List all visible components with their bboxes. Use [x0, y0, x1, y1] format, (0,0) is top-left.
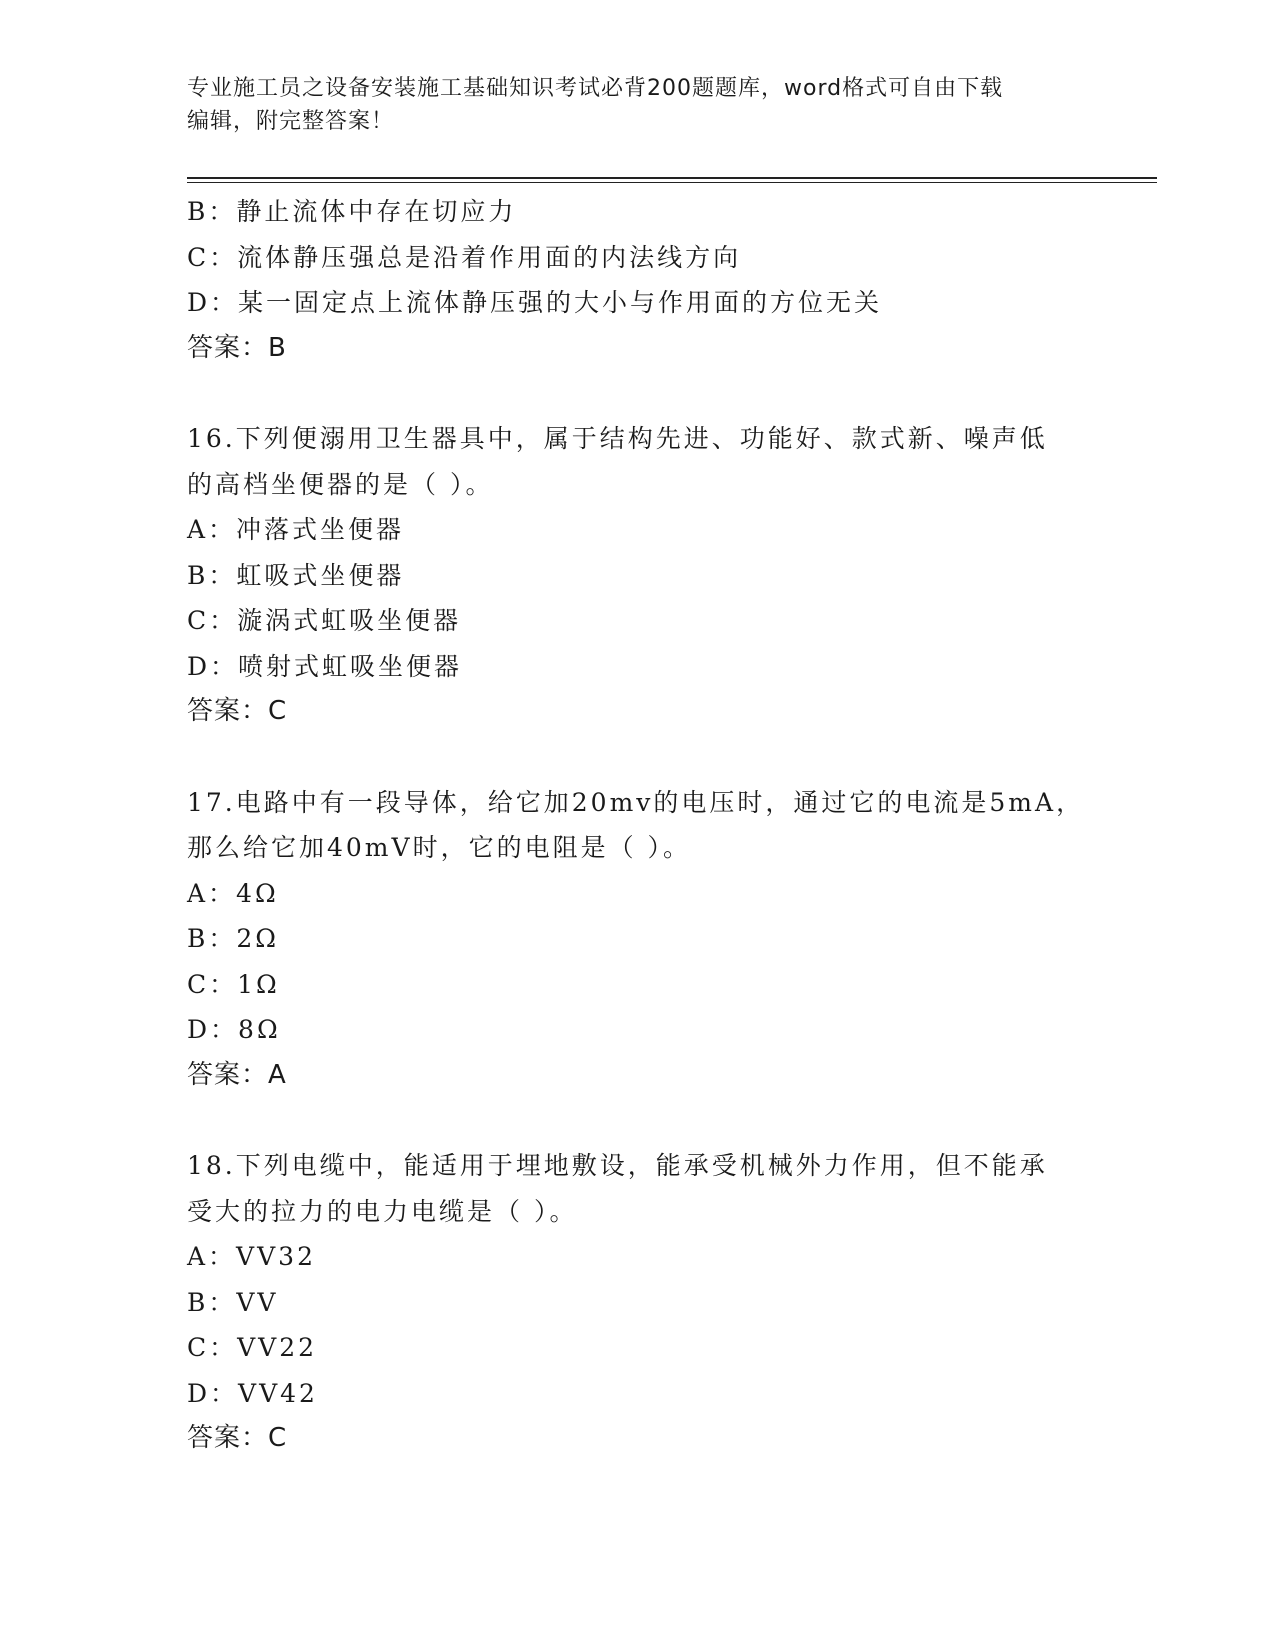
header-divider	[187, 177, 1157, 183]
question-stem-line-1: 16.下列便溺用卫生器具中，属于结构先进、功能好、款式新、噪声低	[187, 424, 1048, 453]
header-title-line-1: 专业施工员之设备安装施工基础知识考试必背200题题库，word格式可自由下载	[187, 76, 1004, 101]
option-c: C：流体静压强总是沿着作用面的内法线方向	[187, 242, 742, 272]
option-b: B：静止流体中存在切应力	[187, 197, 517, 226]
question-block-16	[187, 416, 1087, 735]
option-c: C：1Ω	[187, 969, 280, 999]
option-d: D：某一固定点上流体静压强的大小与作用面的方位无关	[187, 288, 883, 317]
option-c: C：漩涡式虹吸坐便器	[187, 606, 462, 635]
question-spacer	[187, 371, 1087, 416]
option-b: B：VV	[187, 1287, 279, 1317]
question-stem-line-1: 17.电路中有一段导体，给它加20mv的电压时，通过它的电流是5mA，	[187, 787, 1085, 817]
option-a: A：冲落式坐便器	[187, 515, 405, 544]
question-stem-line-2: 的高档坐便器的是（ ）。	[187, 469, 494, 499]
answer-line: 答案：A	[187, 1059, 287, 1090]
option-c: C：VV22	[187, 1333, 318, 1362]
option-d: D：喷射式虹吸坐便器	[187, 651, 463, 681]
option-a: A：4Ω	[187, 878, 279, 908]
option-d: D：8Ω	[187, 1015, 281, 1044]
question-list	[187, 189, 1087, 1462]
question-spacer	[187, 1098, 1087, 1143]
question-stem-line-2: 受大的拉力的电力电缆是（ ）。	[187, 1196, 578, 1226]
option-b: B：虹吸式坐便器	[187, 560, 405, 590]
question-spacer	[187, 735, 1087, 780]
answer-line: 答案：C	[187, 1423, 288, 1453]
question-stem-line-2: 那么给它加40mV时，它的电阻是（ ）。	[187, 833, 692, 862]
option-a: A：VV32	[187, 1242, 316, 1271]
question-block-17	[187, 780, 1087, 1099]
option-d: D：VV42	[187, 1378, 318, 1408]
question-block-18	[187, 1143, 1087, 1462]
question-block-15	[187, 189, 1087, 371]
header-title-line-2: 编辑，附完整答案！	[187, 109, 395, 134]
option-b: B：2Ω	[187, 924, 280, 953]
answer-line: 答案：C	[187, 696, 288, 726]
document-header	[187, 72, 1067, 138]
question-stem-line-1: 18.下列电缆中，能适用于埋地敷设，能承受机械外力作用，但不能承	[187, 1151, 1048, 1180]
answer-line: 答案：B	[187, 332, 287, 363]
